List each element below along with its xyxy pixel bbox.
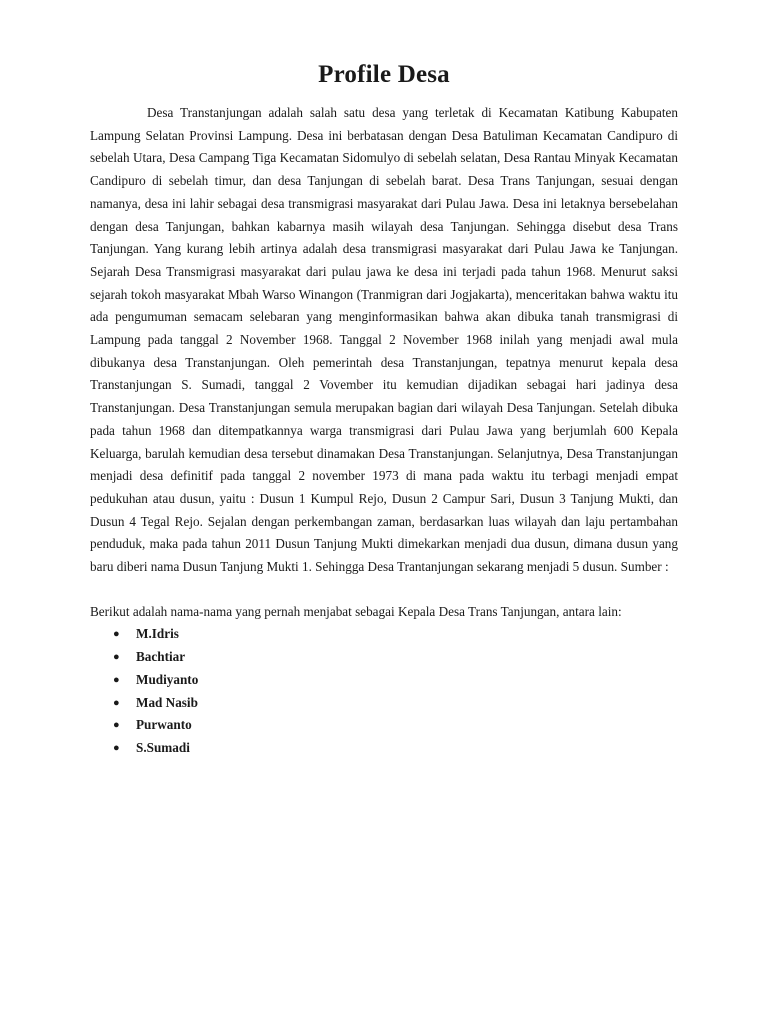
bullet-icon: ● [113,673,120,686]
village-head-name: Purwanto [136,717,192,733]
village-head-name: S.Sumadi [136,739,190,755]
list-item [90,714,678,737]
bullet-icon: ● [113,628,120,641]
list-item [90,646,678,669]
village-head-name: Mad Nasib [136,694,198,710]
bullet-icon: ● [113,651,120,664]
document-page [90,58,678,760]
village-heads-intro: Berikut adalah nama-nama yang pernah menjabat sebagai Kepala Desa Trans Tanjungan, antara lain: [90,603,622,619]
bullet-icon: ● [113,719,120,732]
village-head-name: Mudiyanto [136,671,199,687]
list-item [90,737,678,760]
village-heads-list [90,623,678,759]
list-item [90,623,678,646]
list-item [90,692,678,715]
bullet-icon: ● [113,741,120,754]
history-paragraph: Desa Transtanjungan adalah salah satu desa yang terletak di Kecamatan Katibung Kabupaten Lampung Selatan Provinsi Lampung. Desa ini berbatasan dengan Desa Batuliman Kecamatan Candipuro di sebelah Utara, Desa Campang Tiga Kecamatan Sidomulyo di sebelah selatan, Desa Rantau Minyak Kecamatan Candipuro di sebelah timur, dan desa Tanjungan di sebelah barat. Desa Trans Tanjungan, sesuai dengan namanya, desa ini lahir sebagai desa transmigrasi masyarakat dari Pulau Jawa. Desa ini letaknya bersebelahan dengan desa Tanjungan, bahkan kabarnya masih wilayah desa Tanjungan. Sehingga disebut desa Trans Tanjungan. Yang kurang lebih artinya adalah desa transmigrasi masyarakat dari Pulau Jawa ke Tanjungan. Sejarah Desa Transmigrasi masyarakat dari pulau jawa ke desa ini terjadi pada tahun 1968. Menurut saksi sejarah tokoh masyarakat Mbah Warso Winangon (Tranmigran dari Jogjakarta), menceritakan bahwa waktu itu ada pengumuman semacam selebaran yang menginformasikan bahwa akan dibuka tanah transmigrasi di Lampung pada tanggal 2 November 1968. Tanggal 2 November 1968 inilah yang menjadi awal mula dibukanya desa Transtanjungan. Oleh pemerintah desa Transtanjungan, tepatnya menurut kepala desa Transtanjungan S. Sumadi, tanggal 2 Vovember itu kemudian dijadikan sebagai hari jadinya desa Transtanjungan. Desa Transtanjungan semula merupakan bagian dari wilayah Desa Tanjungan. Setelah dibuka pada tahun 1968 dan ditempatkannya warga transmigrasi dari Pulau Jawa yang berjumlah 600 Kepala Keluarga, barulah kemudian desa tersebut dinamakan Desa Transtanjungan. Selanjutnya, Desa Transtanjungan menjadi desa definitif pada tanggal 2 november 1973 di mana pada waktu itu terbagi menjadi empat pedukuhan atau dusun, yaitu : Dusun 1 Kumpul Rejo, Dusun 2 Campur Sari, Dusun 3 Tanjung Mukti, dan Dusun 4 Tegal Rejo. Sejalan dengan perkembangan zaman, berdasarkan luas wilayah dan laju pertambahan penduduk, maka pada tahun 2011 Dusun Tanjung Mukti dimekarkan menjadi dua dusun, dimana dusun yang baru diberi nama Dusun Tanjung Mukti 1. Sehingga Desa Trantanjungan sekarang menjadi 5 dusun. Sumber : [90,105,678,575]
document-title: Profile Desa [318,61,450,88]
village-head-name: Bachtiar [136,649,186,665]
list-item [90,669,678,692]
bullet-icon: ● [113,696,120,709]
village-head-name: M.Idris [136,626,179,642]
